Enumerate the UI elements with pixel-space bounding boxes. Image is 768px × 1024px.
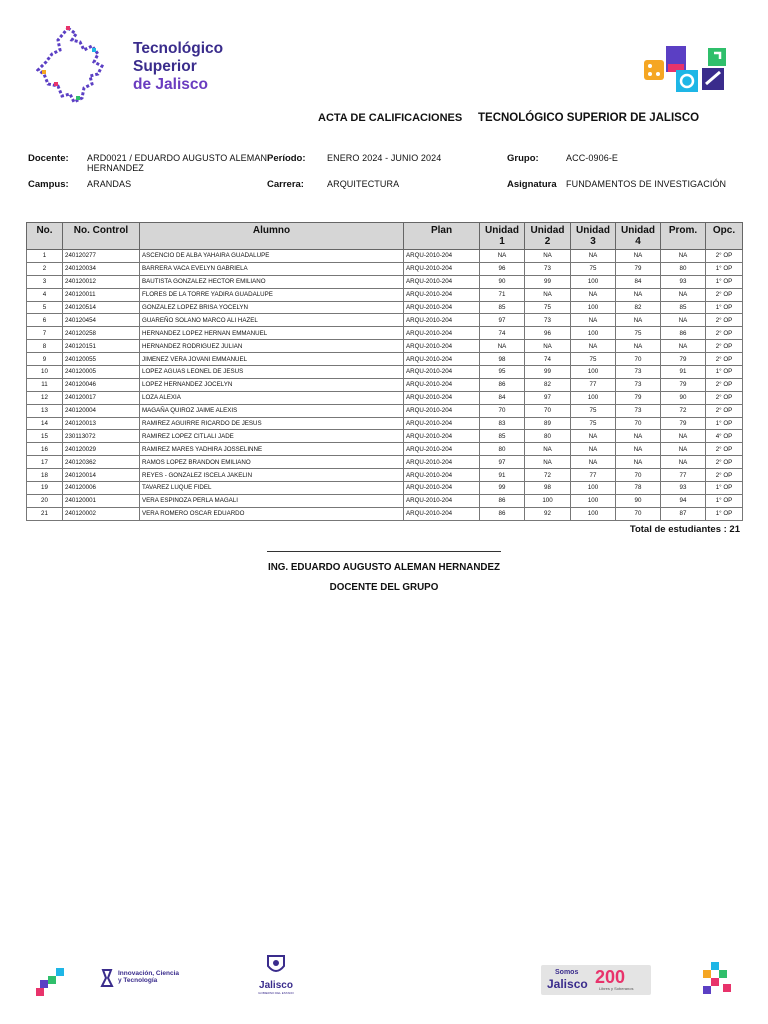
row-unidad-4: NA (616, 443, 661, 456)
row-unidad-4: 73 (616, 378, 661, 391)
logo-line-1: Tecnológico (133, 40, 224, 57)
row-no: 3 (27, 275, 63, 288)
row-control: 240120029 (63, 443, 140, 456)
row-no: 12 (27, 391, 63, 404)
row-plan: ARQU-2010-204 (404, 366, 480, 379)
docente-value-1: ARD0021 / EDUARDO AUGUSTO ALEMAN (87, 153, 268, 163)
row-alumno: VERA ROMERO OSCAR EDUARDO (140, 507, 404, 520)
table-row (27, 404, 743, 417)
row-unidad-4: 78 (616, 482, 661, 495)
row-unidad-2: 75 (525, 301, 571, 314)
somos-sub: Libres y Soberanos (599, 986, 634, 991)
row-unidad-2: 72 (525, 469, 571, 482)
row-prom: 93 (661, 275, 706, 288)
grades-table (26, 222, 743, 521)
header-unidad-1-a: Unidad (485, 225, 519, 236)
row-control: 240120151 (63, 340, 140, 353)
row-prom: 77 (661, 469, 706, 482)
row-prom: 72 (661, 404, 706, 417)
row-unidad-1: NA (480, 250, 525, 263)
tecnologico-logo (36, 24, 236, 108)
row-no: 4 (27, 288, 63, 301)
row-unidad-4: 70 (616, 507, 661, 520)
row-unidad-3: 75 (571, 353, 616, 366)
row-prom: NA (661, 456, 706, 469)
row-plan: ARQU-2010-204 (404, 327, 480, 340)
coat-of-arms-icon (265, 952, 287, 976)
row-unidad-1: 86 (480, 507, 525, 520)
row-unidad-4: NA (616, 314, 661, 327)
row-unidad-2: NA (525, 340, 571, 353)
header-unidad-3 (571, 223, 616, 250)
row-control: 240120258 (63, 327, 140, 340)
row-no: 11 (27, 378, 63, 391)
header-plan: Plan (404, 223, 480, 250)
row-unidad-4: NA (616, 430, 661, 443)
row-unidad-2: NA (525, 456, 571, 469)
header-alumno: Alumno (140, 223, 404, 250)
row-unidad-3: NA (571, 340, 616, 353)
row-unidad-1: 96 (480, 262, 525, 275)
row-unidad-3: 100 (571, 327, 616, 340)
row-unidad-2: NA (525, 288, 571, 301)
row-no: 9 (27, 353, 63, 366)
row-no: 17 (27, 456, 63, 469)
row-unidad-2: 74 (525, 353, 571, 366)
row-unidad-3: 77 (571, 469, 616, 482)
row-plan: ARQU-2010-204 (404, 469, 480, 482)
row-unidad-1: 84 (480, 391, 525, 404)
row-alumno: HERNANDEZ RODRIGUEZ JULIAN (140, 340, 404, 353)
header-unidad-2 (525, 223, 571, 250)
row-opc: 2° OP (706, 456, 743, 469)
row-prom: 85 (661, 301, 706, 314)
header-unidad-1 (480, 223, 525, 250)
table-row (27, 327, 743, 340)
carrera-value: ARQUITECTURA (327, 179, 400, 189)
jalisco-map-icon (36, 24, 132, 108)
row-alumno: HERNANDEZ LOPEZ HERNAN EMMANUEL (140, 327, 404, 340)
row-unidad-1: 74 (480, 327, 525, 340)
row-unidad-4: 73 (616, 366, 661, 379)
row-control: 240120013 (63, 417, 140, 430)
row-unidad-1: 90 (480, 275, 525, 288)
docente-label: Docente: (28, 153, 69, 164)
table-row (27, 443, 743, 456)
row-control: 240120034 (63, 262, 140, 275)
row-unidad-2: 98 (525, 482, 571, 495)
row-no: 20 (27, 494, 63, 507)
logo-line-3: de Jalisco (133, 76, 208, 93)
table-row (27, 301, 743, 314)
row-unidad-1: 97 (480, 314, 525, 327)
row-no: 16 (27, 443, 63, 456)
row-unidad-4: NA (616, 456, 661, 469)
row-unidad-4: NA (616, 250, 661, 263)
row-opc: 2° OP (706, 288, 743, 301)
row-plan: ARQU-2010-204 (404, 456, 480, 469)
row-control: 240120001 (63, 494, 140, 507)
asignatura-value: FUNDAMENTOS DE INVESTIGACIÓN (566, 179, 727, 189)
signature-role: DOCENTE DEL GRUPO (329, 582, 439, 593)
row-prom: NA (661, 250, 706, 263)
row-prom: 80 (661, 262, 706, 275)
row-unidad-1: 83 (480, 417, 525, 430)
row-alumno: RAMIREZ LOPEZ CITLALI JADE (140, 430, 404, 443)
row-opc: 2° OP (706, 391, 743, 404)
row-opc: 1° OP (706, 507, 743, 520)
row-unidad-1: 98 (480, 353, 525, 366)
header-prom: Prom. (661, 223, 706, 250)
row-control: 240120004 (63, 404, 140, 417)
table-row (27, 288, 743, 301)
row-unidad-4: 90 (616, 494, 661, 507)
row-no: 18 (27, 469, 63, 482)
pixel-corner-left-icon (36, 968, 66, 998)
row-control: 240120055 (63, 353, 140, 366)
row-unidad-2: 70 (525, 404, 571, 417)
table-row (27, 456, 743, 469)
row-unidad-4: 70 (616, 353, 661, 366)
table-row (27, 469, 743, 482)
row-unidad-1: 80 (480, 443, 525, 456)
row-plan: ARQU-2010-204 (404, 378, 480, 391)
row-plan: ARQU-2010-204 (404, 340, 480, 353)
row-alumno: BAUTISTA GONZALEZ HECTOR EMILIANO (140, 275, 404, 288)
table-row (27, 391, 743, 404)
row-alumno: VERA ESPINOZA PERLA MAGALI (140, 494, 404, 507)
row-unidad-3: NA (571, 288, 616, 301)
row-opc: 1° OP (706, 417, 743, 430)
colorful-blocks-icon (640, 44, 732, 96)
innovacion-icon (100, 968, 114, 988)
row-unidad-3: NA (571, 250, 616, 263)
row-plan: ARQU-2010-204 (404, 262, 480, 275)
row-unidad-2: 73 (525, 314, 571, 327)
campus-label: Campus: (28, 179, 69, 190)
row-opc: 1° OP (706, 494, 743, 507)
row-unidad-3: 75 (571, 417, 616, 430)
row-plan: ARQU-2010-204 (404, 482, 480, 495)
row-unidad-3: NA (571, 430, 616, 443)
row-alumno: FLORES DE LA TORRE YADIRA GUADALUPE (140, 288, 404, 301)
row-control: 240120005 (63, 366, 140, 379)
row-opc: 2° OP (706, 378, 743, 391)
row-plan: ARQU-2010-204 (404, 404, 480, 417)
jalisco-label: Jalisco (259, 980, 293, 991)
header-unidad-4-b: 4 (635, 236, 641, 247)
row-plan: ARQU-2010-204 (404, 301, 480, 314)
row-prom: NA (661, 443, 706, 456)
row-opc: 1° OP (706, 301, 743, 314)
row-unidad-1: 70 (480, 404, 525, 417)
row-alumno: RAMIREZ MARES YADHIRA JOSSELINNE (140, 443, 404, 456)
row-unidad-3: 100 (571, 507, 616, 520)
row-plan: ARQU-2010-204 (404, 507, 480, 520)
total-students: Total de estudiantes : 21 (629, 524, 740, 535)
row-control: 240120277 (63, 250, 140, 263)
header-unidad-3-a: Unidad (576, 225, 610, 236)
row-opc: 1° OP (706, 482, 743, 495)
row-prom: 87 (661, 507, 706, 520)
grades-body (27, 250, 743, 521)
row-unidad-1: 97 (480, 456, 525, 469)
row-unidad-1: 86 (480, 378, 525, 391)
row-unidad-1: 85 (480, 301, 525, 314)
row-unidad-1: NA (480, 340, 525, 353)
row-plan: ARQU-2010-204 (404, 288, 480, 301)
row-control: 240120006 (63, 482, 140, 495)
row-control: 240120011 (63, 288, 140, 301)
row-prom: 79 (661, 353, 706, 366)
somos-200-label: 200 (595, 967, 626, 987)
row-alumno: REYES - GONZALEZ ISCELA JAKELIN (140, 469, 404, 482)
row-unidad-3: 100 (571, 301, 616, 314)
row-no: 5 (27, 301, 63, 314)
row-unidad-4: 84 (616, 275, 661, 288)
row-prom: 93 (661, 482, 706, 495)
row-control: 240120002 (63, 507, 140, 520)
asignatura-label: Asignatura (507, 179, 557, 190)
innovacion-line-1: Innovación, Ciencia (118, 970, 180, 977)
row-unidad-1: 85 (480, 430, 525, 443)
pixel-corner-right-icon (703, 962, 733, 998)
row-prom: NA (661, 340, 706, 353)
row-unidad-3: 100 (571, 494, 616, 507)
row-no: 13 (27, 404, 63, 417)
row-unidad-1: 86 (480, 494, 525, 507)
header-unidad-2-a: Unidad (530, 225, 565, 236)
row-opc: 2° OP (706, 404, 743, 417)
row-alumno: GONZALEZ LOPEZ BRISA YOCELYN (140, 301, 404, 314)
table-row (27, 340, 743, 353)
row-no: 15 (27, 430, 63, 443)
carrera-label: Carrera: (267, 179, 304, 190)
row-unidad-1: 95 (480, 366, 525, 379)
row-no: 21 (27, 507, 63, 520)
table-row (27, 417, 743, 430)
row-unidad-3: NA (571, 314, 616, 327)
periodo-value: ENERO 2024 - JUNIO 2024 (327, 153, 442, 163)
logo-line-2: Superior (133, 58, 197, 75)
row-plan: ARQU-2010-204 (404, 417, 480, 430)
header-no: No. (27, 223, 63, 250)
row-unidad-2: NA (525, 250, 571, 263)
row-plan: ARQU-2010-204 (404, 494, 480, 507)
row-unidad-4: NA (616, 288, 661, 301)
header-unidad-1-b: 1 (499, 236, 505, 247)
row-opc: 2° OP (706, 314, 743, 327)
periodo-label: Período: (267, 153, 306, 164)
row-prom: NA (661, 288, 706, 301)
row-opc: 2° OP (706, 353, 743, 366)
table-row (27, 314, 743, 327)
header-unidad-4-a: Unidad (621, 225, 655, 236)
row-unidad-3: 77 (571, 378, 616, 391)
row-unidad-1: 71 (480, 288, 525, 301)
row-unidad-4: 70 (616, 417, 661, 430)
row-unidad-3: 100 (571, 366, 616, 379)
row-plan: ARQU-2010-204 (404, 275, 480, 288)
row-control: 240120362 (63, 456, 140, 469)
table-row (27, 366, 743, 379)
somos-label: Somos (555, 969, 579, 976)
row-no: 10 (27, 366, 63, 379)
row-no: 2 (27, 262, 63, 275)
row-control: 240120046 (63, 378, 140, 391)
row-control: 240120014 (63, 469, 140, 482)
row-unidad-2: 100 (525, 494, 571, 507)
row-alumno: LOPEZ HERNANDEZ JOCELYN (140, 378, 404, 391)
row-unidad-2: 89 (525, 417, 571, 430)
row-prom: 79 (661, 417, 706, 430)
row-opc: 1° OP (706, 262, 743, 275)
row-prom: 79 (661, 378, 706, 391)
row-unidad-4: 82 (616, 301, 661, 314)
row-unidad-3: 75 (571, 262, 616, 275)
header-unidad-4 (616, 223, 661, 250)
row-no: 14 (27, 417, 63, 430)
row-unidad-3: 100 (571, 275, 616, 288)
row-control: 240120454 (63, 314, 140, 327)
row-control: 240120012 (63, 275, 140, 288)
row-plan: ARQU-2010-204 (404, 353, 480, 366)
row-plan: ARQU-2010-204 (404, 314, 480, 327)
table-row (27, 262, 743, 275)
row-no: 6 (27, 314, 63, 327)
row-prom: 91 (661, 366, 706, 379)
signature-line (267, 551, 501, 552)
table-row (27, 507, 743, 520)
row-plan: ARQU-2010-204 (404, 443, 480, 456)
row-alumno: TAVAREZ LUQUE FIDEL (140, 482, 404, 495)
row-no: 7 (27, 327, 63, 340)
row-unidad-3: 100 (571, 482, 616, 495)
row-unidad-3: NA (571, 456, 616, 469)
row-plan: ARQU-2010-204 (404, 391, 480, 404)
row-unidad-2: 97 (525, 391, 571, 404)
row-unidad-4: 73 (616, 404, 661, 417)
row-unidad-4: 79 (616, 391, 661, 404)
row-opc: 2° OP (706, 469, 743, 482)
row-opc: 1° OP (706, 275, 743, 288)
signature-name: ING. EDUARDO AUGUSTO ALEMAN HERNANDEZ (267, 562, 501, 573)
row-unidad-3: 100 (571, 391, 616, 404)
institution-title: TECNOLÓGICO SUPERIOR DE JALISCO (478, 112, 700, 124)
row-unidad-4: 79 (616, 262, 661, 275)
table-header-row (27, 223, 743, 250)
table-row (27, 482, 743, 495)
row-unidad-1: 99 (480, 482, 525, 495)
row-alumno: LOPEZ AGUAS LEONEL DE JESUS (140, 366, 404, 379)
row-unidad-2: NA (525, 443, 571, 456)
row-unidad-1: 91 (480, 469, 525, 482)
row-alumno: GUAREÑO SOLANO MARCO ALI HAZEL (140, 314, 404, 327)
row-alumno: LOZA ALEXIA (140, 391, 404, 404)
row-plan: ARQU-2010-204 (404, 430, 480, 443)
row-unidad-3: 75 (571, 404, 616, 417)
row-unidad-2: 92 (525, 507, 571, 520)
header-control: No. Control (63, 223, 140, 250)
row-no: 19 (27, 482, 63, 495)
row-opc: 1° OP (706, 366, 743, 379)
row-alumno: RAMOS LOPEZ BRANDON EMILIANO (140, 456, 404, 469)
row-alumno: MAGAÑA QUIROZ JAIME ALEXIS (140, 404, 404, 417)
table-row (27, 494, 743, 507)
row-alumno: RAMIREZ AGUIRRE RICARDO DE JESUS (140, 417, 404, 430)
jalisco-gov-logo (252, 952, 300, 998)
jalisco-sub: GOBIERNO DEL ESTADO (258, 991, 294, 995)
table-row (27, 353, 743, 366)
row-no: 8 (27, 340, 63, 353)
row-control: 240120017 (63, 391, 140, 404)
row-opc: 2° OP (706, 327, 743, 340)
grupo-label: Grupo: (507, 153, 539, 164)
somos-jalisco-logo (541, 965, 651, 995)
row-unidad-2: 82 (525, 378, 571, 391)
logo-text (133, 40, 223, 94)
row-unidad-2: 96 (525, 327, 571, 340)
row-control: 240120514 (63, 301, 140, 314)
row-unidad-3: NA (571, 443, 616, 456)
row-unidad-4: NA (616, 340, 661, 353)
campus-value: ARANDAS (87, 179, 132, 189)
header-unidad-2-b: 2 (544, 236, 551, 247)
somos-jalisco-label: Jalisco (547, 977, 588, 991)
row-prom: 94 (661, 494, 706, 507)
row-plan: ARQU-2010-204 (404, 250, 480, 263)
table-row (27, 250, 743, 263)
row-unidad-2: 73 (525, 262, 571, 275)
row-prom: 90 (661, 391, 706, 404)
table-row (27, 275, 743, 288)
row-no: 1 (27, 250, 63, 263)
table-row (27, 430, 743, 443)
docente-value-2: HERNANDEZ (87, 163, 144, 173)
row-unidad-2: 99 (525, 275, 571, 288)
row-prom: NA (661, 430, 706, 443)
acta-title: ACTA DE CALIFICACIONES (318, 112, 463, 124)
row-alumno: ASCENCIO DE ALBA YAHAIRA GUADALUPE (140, 250, 404, 263)
header-opc: Opc. (706, 223, 743, 250)
row-opc: 4° OP (706, 430, 743, 443)
grupo-value: ACC-0906-E (566, 153, 619, 163)
row-prom: NA (661, 314, 706, 327)
innovacion-line-2: y Tecnología (118, 977, 158, 984)
row-unidad-4: 75 (616, 327, 661, 340)
header-unidad-3-b: 3 (590, 236, 596, 247)
row-prom: 86 (661, 327, 706, 340)
row-unidad-2: 99 (525, 366, 571, 379)
row-opc: 2° OP (706, 250, 743, 263)
row-alumno: JIMENEZ VERA JOVANI EMMANUEL (140, 353, 404, 366)
row-alumno: BARRERA VACA EVELYN GABRIELA (140, 262, 404, 275)
row-opc: 2° OP (706, 340, 743, 353)
row-control: 230113072 (63, 430, 140, 443)
row-opc: 2° OP (706, 443, 743, 456)
table-row (27, 378, 743, 391)
row-unidad-4: 70 (616, 469, 661, 482)
row-unidad-2: 80 (525, 430, 571, 443)
